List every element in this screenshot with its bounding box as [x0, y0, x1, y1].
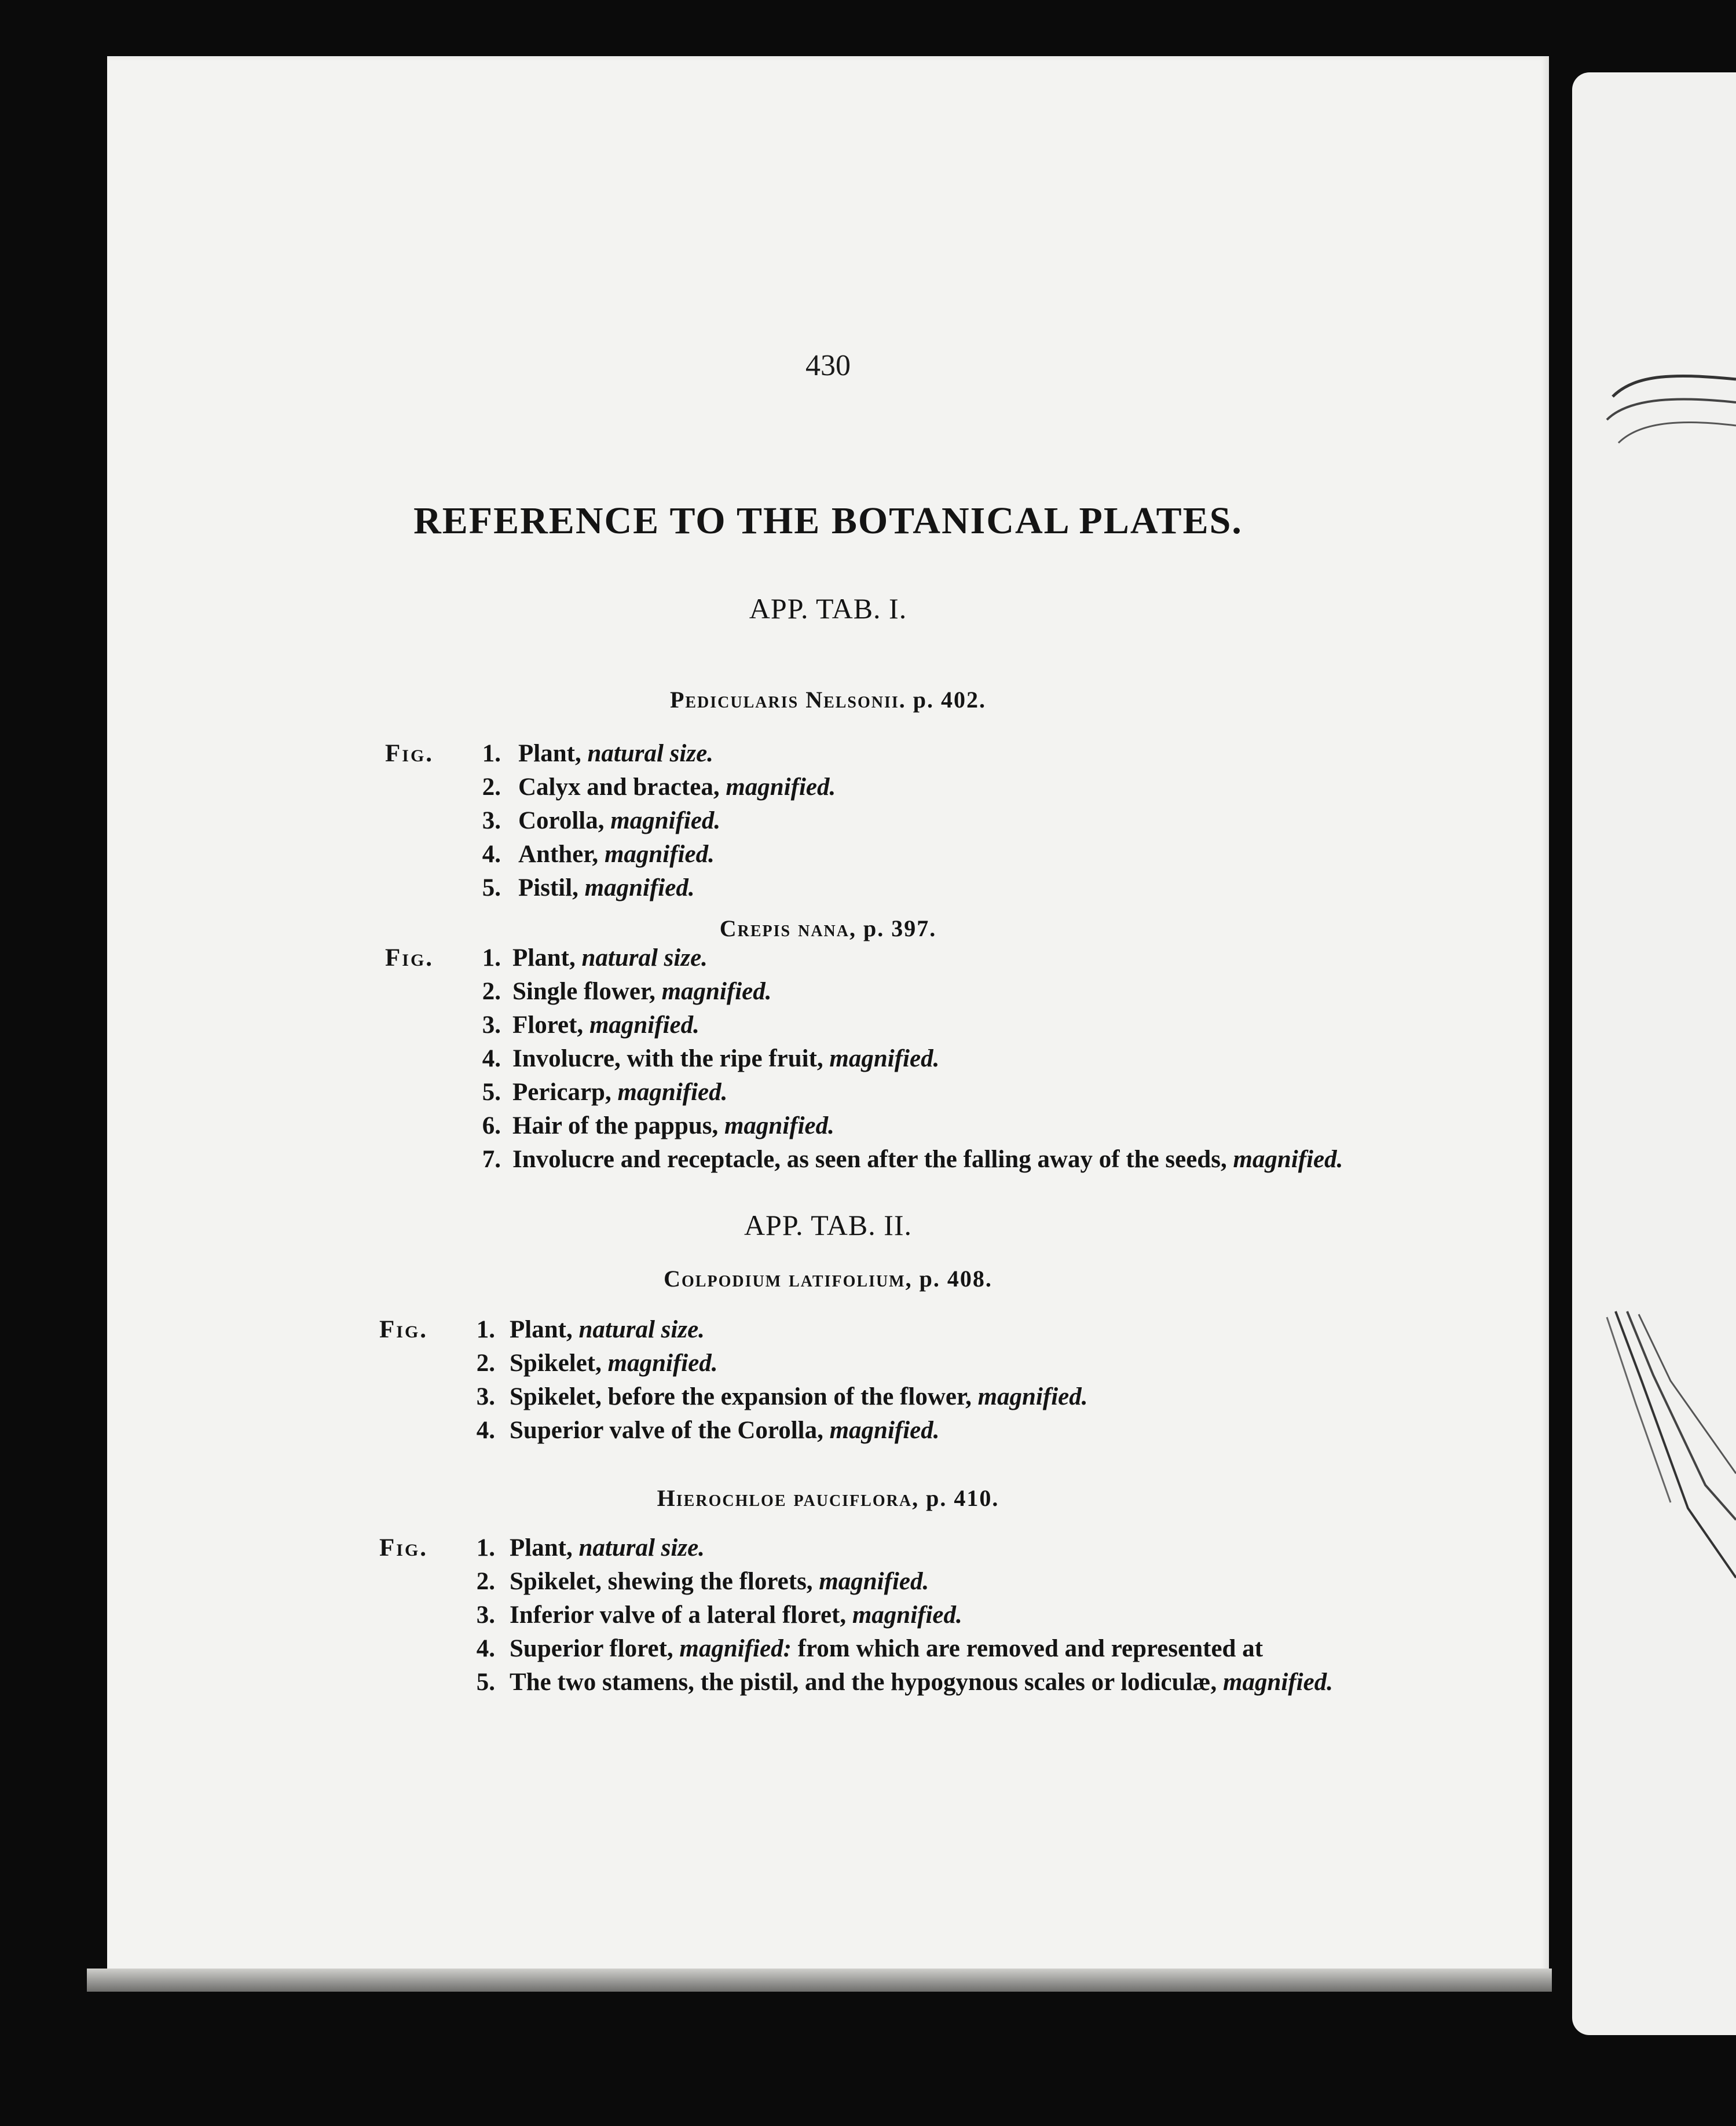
fig-description: Plant, natural size. — [518, 740, 713, 767]
fig-number: 1. — [482, 740, 501, 767]
fig-number: 4. — [482, 841, 501, 868]
species-heading — [107, 1265, 1549, 1292]
fig-description: Anther, magnified. — [518, 841, 715, 868]
botanical-sketch-icon — [1572, 72, 1736, 2035]
fig-number: 2. — [476, 1568, 495, 1595]
fig-description: Floret, magnified. — [512, 1011, 699, 1039]
fig-number: 5. — [476, 1669, 495, 1696]
fig-description: Spikelet, before the expansion of the flower, magnified. — [510, 1383, 1088, 1410]
fig-number: 7. — [482, 1146, 501, 1173]
fig-number: 1. — [482, 944, 501, 972]
fig-label: Fig. — [385, 740, 434, 767]
fig-description: Superior valve of the Corolla, magnified. — [510, 1417, 940, 1444]
fig-number: 3. — [482, 1011, 501, 1039]
fig-description: Plant, natural size. — [512, 944, 708, 972]
species-name: Hierochloe pauciflora — [657, 1485, 913, 1511]
fig-description: Single flower, magnified. — [512, 978, 772, 1005]
fig-number: 3. — [476, 1601, 495, 1629]
fig-number: 2. — [482, 978, 501, 1005]
page-number: 430 — [805, 349, 851, 382]
fig-number: 4. — [482, 1045, 501, 1072]
species-heading — [107, 686, 1549, 713]
page-heading: REFERENCE TO THE BOTANICAL PLATES. — [413, 500, 1243, 542]
species-ref: , p. 397. — [849, 915, 937, 941]
fig-number: 3. — [476, 1383, 495, 1410]
fig-description: Plant, natural size. — [510, 1534, 705, 1561]
tab-heading-2: APP. TAB. II. — [744, 1209, 913, 1241]
species-ref: , p. 410. — [912, 1485, 999, 1511]
species-name: Colpodium latifolium — [664, 1266, 906, 1292]
fig-label: Fig. — [379, 1534, 428, 1561]
species-heading — [107, 915, 1549, 942]
book-page — [107, 56, 1549, 1981]
fig-description: Hair of the pappus, magnified. — [512, 1112, 834, 1139]
fig-number: 3. — [482, 807, 501, 834]
fig-description: Pistil, magnified. — [518, 874, 695, 901]
fig-number: 6. — [482, 1112, 501, 1139]
species-name: Crepis nana — [719, 915, 849, 941]
fig-description: The two stamens, the pistil, and the hypogynous scales or lodiculæ, magnified. — [510, 1669, 1333, 1696]
species-heading — [107, 1484, 1549, 1512]
fig-label: Fig. — [379, 1316, 428, 1343]
fig-number: 1. — [476, 1316, 495, 1343]
fig-description: Corolla, magnified. — [518, 807, 721, 834]
fig-description: Plant, natural size. — [510, 1316, 705, 1343]
fig-number: 2. — [482, 774, 501, 801]
fig-number: 4. — [476, 1635, 495, 1662]
fig-description: Calyx and bractea, magnified. — [518, 774, 836, 801]
page-stack-edge — [87, 1969, 1552, 1992]
fig-description: Pericarp, magnified. — [512, 1079, 728, 1106]
fig-description: Spikelet, magnified. — [510, 1350, 718, 1377]
fig-number: 1. — [476, 1534, 495, 1561]
species-ref: , p. 408. — [905, 1266, 992, 1292]
fig-label: Fig. — [385, 944, 434, 972]
fig-number: 4. — [476, 1417, 495, 1444]
fig-description: Spikelet, shewing the florets, magnified. — [510, 1568, 929, 1595]
fig-number: 5. — [482, 1079, 501, 1106]
fig-number: 2. — [476, 1350, 495, 1377]
tab-heading-1: APP. TAB. I. — [749, 592, 907, 625]
fig-description: Involucre, with the ripe fruit, magnified. — [512, 1045, 940, 1072]
fig-description: Involucre and receptacle, as seen after the falling away of the seeds, magnified. — [512, 1146, 1343, 1173]
fig-description: Inferior valve of a lateral floret, magnified. — [510, 1601, 962, 1629]
facing-plate-edge — [1572, 72, 1736, 2035]
species-name: Pedicularis Nelsonii — [669, 687, 899, 713]
fig-number: 5. — [482, 874, 501, 901]
species-ref: . p. 402. — [899, 687, 987, 713]
fig-description: Superior floret, magnified: from which are removed and represented at — [510, 1635, 1263, 1662]
